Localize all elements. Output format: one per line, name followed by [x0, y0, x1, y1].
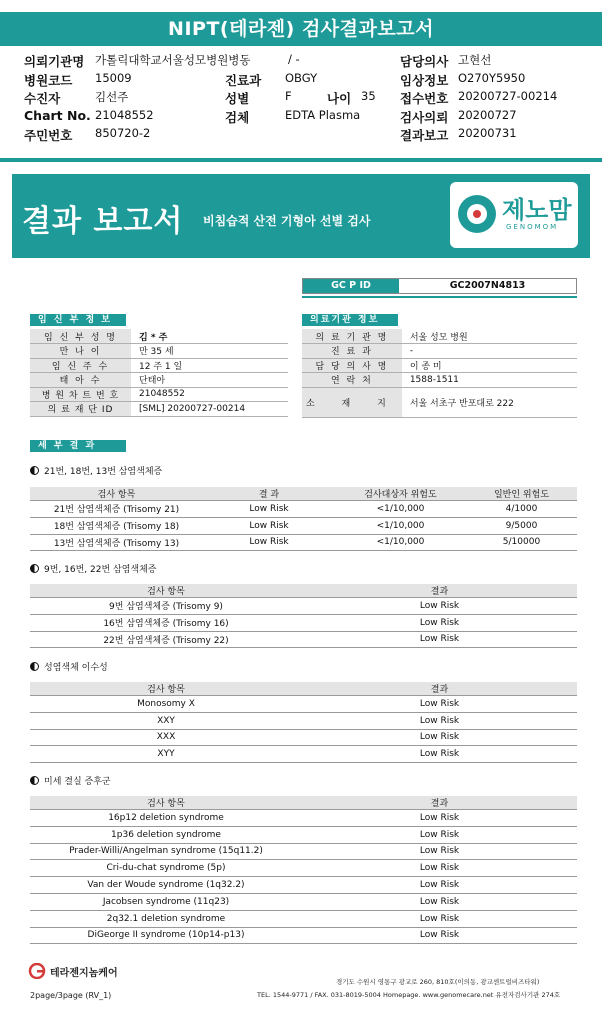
- gcpid-label: GC P ID: [303, 279, 399, 293]
- report-banner: [12, 174, 590, 258]
- chart-no-value: 21048552: [95, 107, 154, 122]
- chart-no-label: Chart No.: [24, 107, 91, 123]
- collector-label: 수진자: [24, 91, 61, 106]
- patient-info-heading: 임 신 부 정 보: [30, 314, 126, 326]
- group-title-microdeletion: 미세 결실 증후군: [30, 774, 111, 787]
- gcpid-divider: [302, 296, 577, 298]
- ward-value: / -: [288, 52, 300, 66]
- table-row: 9번 삼염색체증 (Trisomy 9) Low Risk: [30, 598, 577, 615]
- half-circle-icon: [30, 662, 39, 671]
- group-title-sex-chromosome: 성염색체 이수성: [30, 660, 108, 673]
- institution-value: 가톨릭대학교서울성모병원병동: [95, 53, 251, 67]
- report-date-value: 20200731: [458, 126, 517, 140]
- patient-info-row: 의 료 재 단 ID [SML] 20200727-00214: [30, 402, 288, 417]
- table-row: Cri-du-chat syndrome (5p) Low Risk: [30, 860, 577, 877]
- header-divider: [0, 158, 602, 162]
- result-table-sex-chromosome: [30, 682, 577, 763]
- patient-info-row: 만 나 이 만 35 세: [30, 344, 288, 359]
- table-row: XYY Low Risk: [30, 746, 577, 763]
- table-row: Jacobsen syndrome (11q23) Low Risk: [30, 893, 577, 910]
- column-header: 검사 항목: [30, 584, 302, 598]
- patient-info-row: 태 아 수 단태아: [30, 373, 288, 388]
- sex-label: 성별: [225, 91, 250, 106]
- details-heading: 세 부 결 과: [30, 440, 126, 452]
- institution-label: 의뢰기관명: [24, 54, 85, 69]
- table-row: 1p36 deletion syndrome Low Risk: [30, 826, 577, 843]
- group-title-trisomy-9-16-22: 9번, 16번, 22번 삼염색체증: [30, 562, 157, 575]
- department-label: 진료과: [225, 72, 262, 88]
- institution-info-row: 진 료 과 -: [302, 344, 577, 359]
- clinical-info-label: 임상정보: [400, 72, 449, 88]
- result-table-trisomy-9-16-22: [30, 584, 577, 648]
- result-table-trisomy-21-18-13: [30, 487, 577, 551]
- table-row: 21번 삼염색체증 (Trisomy 21) Low Risk <1/10,000 4/1000: [30, 501, 577, 518]
- column-header: 검사 항목: [30, 487, 203, 501]
- banner-subtitle: 비침습적 산전 기형아 선별 검사: [203, 214, 371, 228]
- gcpid-box: [302, 278, 577, 294]
- receipt-no-value: 20200727-00214: [458, 89, 558, 103]
- hospital-code-value: 15009: [95, 70, 132, 85]
- hospital-code-label: 병원코드: [24, 72, 73, 88]
- age-value: 35: [361, 89, 376, 103]
- column-header: 검사대상자 위험도: [335, 487, 466, 501]
- page-indicator: 2page/3page (RV_1): [30, 991, 112, 1000]
- patient-info-row: 병 원 차 트 번 호 21048552: [30, 387, 288, 402]
- column-header: 결과: [302, 682, 577, 696]
- collector-value: 김선주: [95, 90, 129, 104]
- genomom-logo: [450, 182, 578, 248]
- request-date-value: 20200727: [458, 107, 517, 122]
- table-row: XXY Low Risk: [30, 712, 577, 729]
- sex-value: F: [285, 89, 292, 103]
- table-row: 18번 삼염색체증 (Trisomy 18) Low Risk <1/10,000 9/5000: [30, 517, 577, 534]
- patient-header: [24, 52, 584, 145]
- half-circle-icon: [30, 564, 39, 573]
- column-header: 검사 항목: [30, 682, 302, 696]
- table-row: 13번 삼염색체증 (Trisomy 13) Low Risk <1/10,000 5/10000: [30, 534, 577, 551]
- receipt-no-label: 접수번호: [400, 91, 449, 106]
- table-row: 16번 삼염색체증 (Trisomy 16) Low Risk: [30, 614, 577, 631]
- age-label: 나이: [327, 91, 352, 106]
- doctor-label: 담당의사: [400, 54, 449, 69]
- patient-info-row: 임 신 부 성 명 김 * 주: [30, 329, 288, 344]
- theragen-logo-icon: [28, 963, 46, 979]
- report-title: NIPT(테라젠) 검사결과보고서: [0, 12, 602, 46]
- patient-info-table: [30, 329, 288, 417]
- institution-info-heading: 의료기관 정보: [302, 314, 398, 326]
- gcpid-value: GC2007N4813: [449, 280, 526, 291]
- table-row: XXX Low Risk: [30, 729, 577, 746]
- table-row: Van der Woude syndrome (1q32.2) Low Risk: [30, 877, 577, 894]
- column-header: 결과: [302, 796, 577, 810]
- institution-info-table: [302, 329, 577, 418]
- table-row: 16p12 deletion syndrome Low Risk: [30, 810, 577, 827]
- column-header: 결 과: [203, 487, 335, 501]
- specimen-label: 검체: [225, 109, 250, 125]
- footer-company: 테라젠지놈케어: [50, 968, 118, 979]
- banner-title: 결과 보고서: [22, 204, 184, 239]
- resident-no-label: 주민번호: [24, 128, 73, 143]
- institution-info-row: 소 재 지 서울 서초구 반포대로 222: [302, 387, 577, 417]
- department-value: OBGY: [285, 70, 318, 85]
- table-row: 22번 삼염색체증 (Trisomy 22) Low Risk: [30, 631, 577, 648]
- mother-icon: [458, 195, 496, 233]
- resident-no-value: 850720-2: [95, 126, 151, 140]
- clinical-info-value: O270Y5950: [458, 70, 526, 85]
- logo-text: 제노맘: [502, 196, 572, 224]
- column-header: 검사 항목: [30, 796, 302, 810]
- table-row: Monosomy X Low Risk: [30, 696, 577, 713]
- request-date-label: 검사의뢰: [400, 109, 449, 125]
- group-title-trisomy-21-18-13: 21번, 18번, 13번 삼염색체증: [30, 464, 162, 477]
- institution-info-row: 담 당 의 사 명 이 종 미: [302, 358, 577, 373]
- column-header: 일반인 위험도: [466, 487, 577, 501]
- column-header: 결과: [302, 584, 577, 598]
- half-circle-icon: [30, 466, 39, 475]
- footer-contact: TEL. 1544-9771 / FAX. 031-8019-5004 Homepage. www.genomecare.net 유전자검사기관 274호: [257, 991, 561, 999]
- patient-info-row: 임 신 주 수 12 주 1 일: [30, 358, 288, 373]
- half-circle-icon: [30, 776, 39, 785]
- institution-info-row: 의 료 기 관 명 서울 성모 병원: [302, 329, 577, 344]
- footer-address: 경기도 수원시 영통구 광교로 260, 810호(이의동, 광교센트럴비즈타워): [336, 978, 540, 986]
- doctor-value: 고현선: [458, 53, 492, 67]
- table-row: Prader-Willi/Angelman syndrome (15q11.2) Low Risk: [30, 843, 577, 860]
- institution-info-row: 연 락 처 1588-1511: [302, 373, 577, 388]
- table-row: DiGeorge II syndrome (10p14-p13) Low Risk: [30, 927, 577, 944]
- result-table-microdeletion: [30, 796, 577, 944]
- logo-subtext: GENOMOM: [506, 223, 559, 231]
- specimen-value: EDTA Plasma: [285, 107, 361, 122]
- report-date-label: 결과보고: [400, 128, 449, 143]
- table-row: 2q32.1 deletion syndrome Low Risk: [30, 910, 577, 927]
